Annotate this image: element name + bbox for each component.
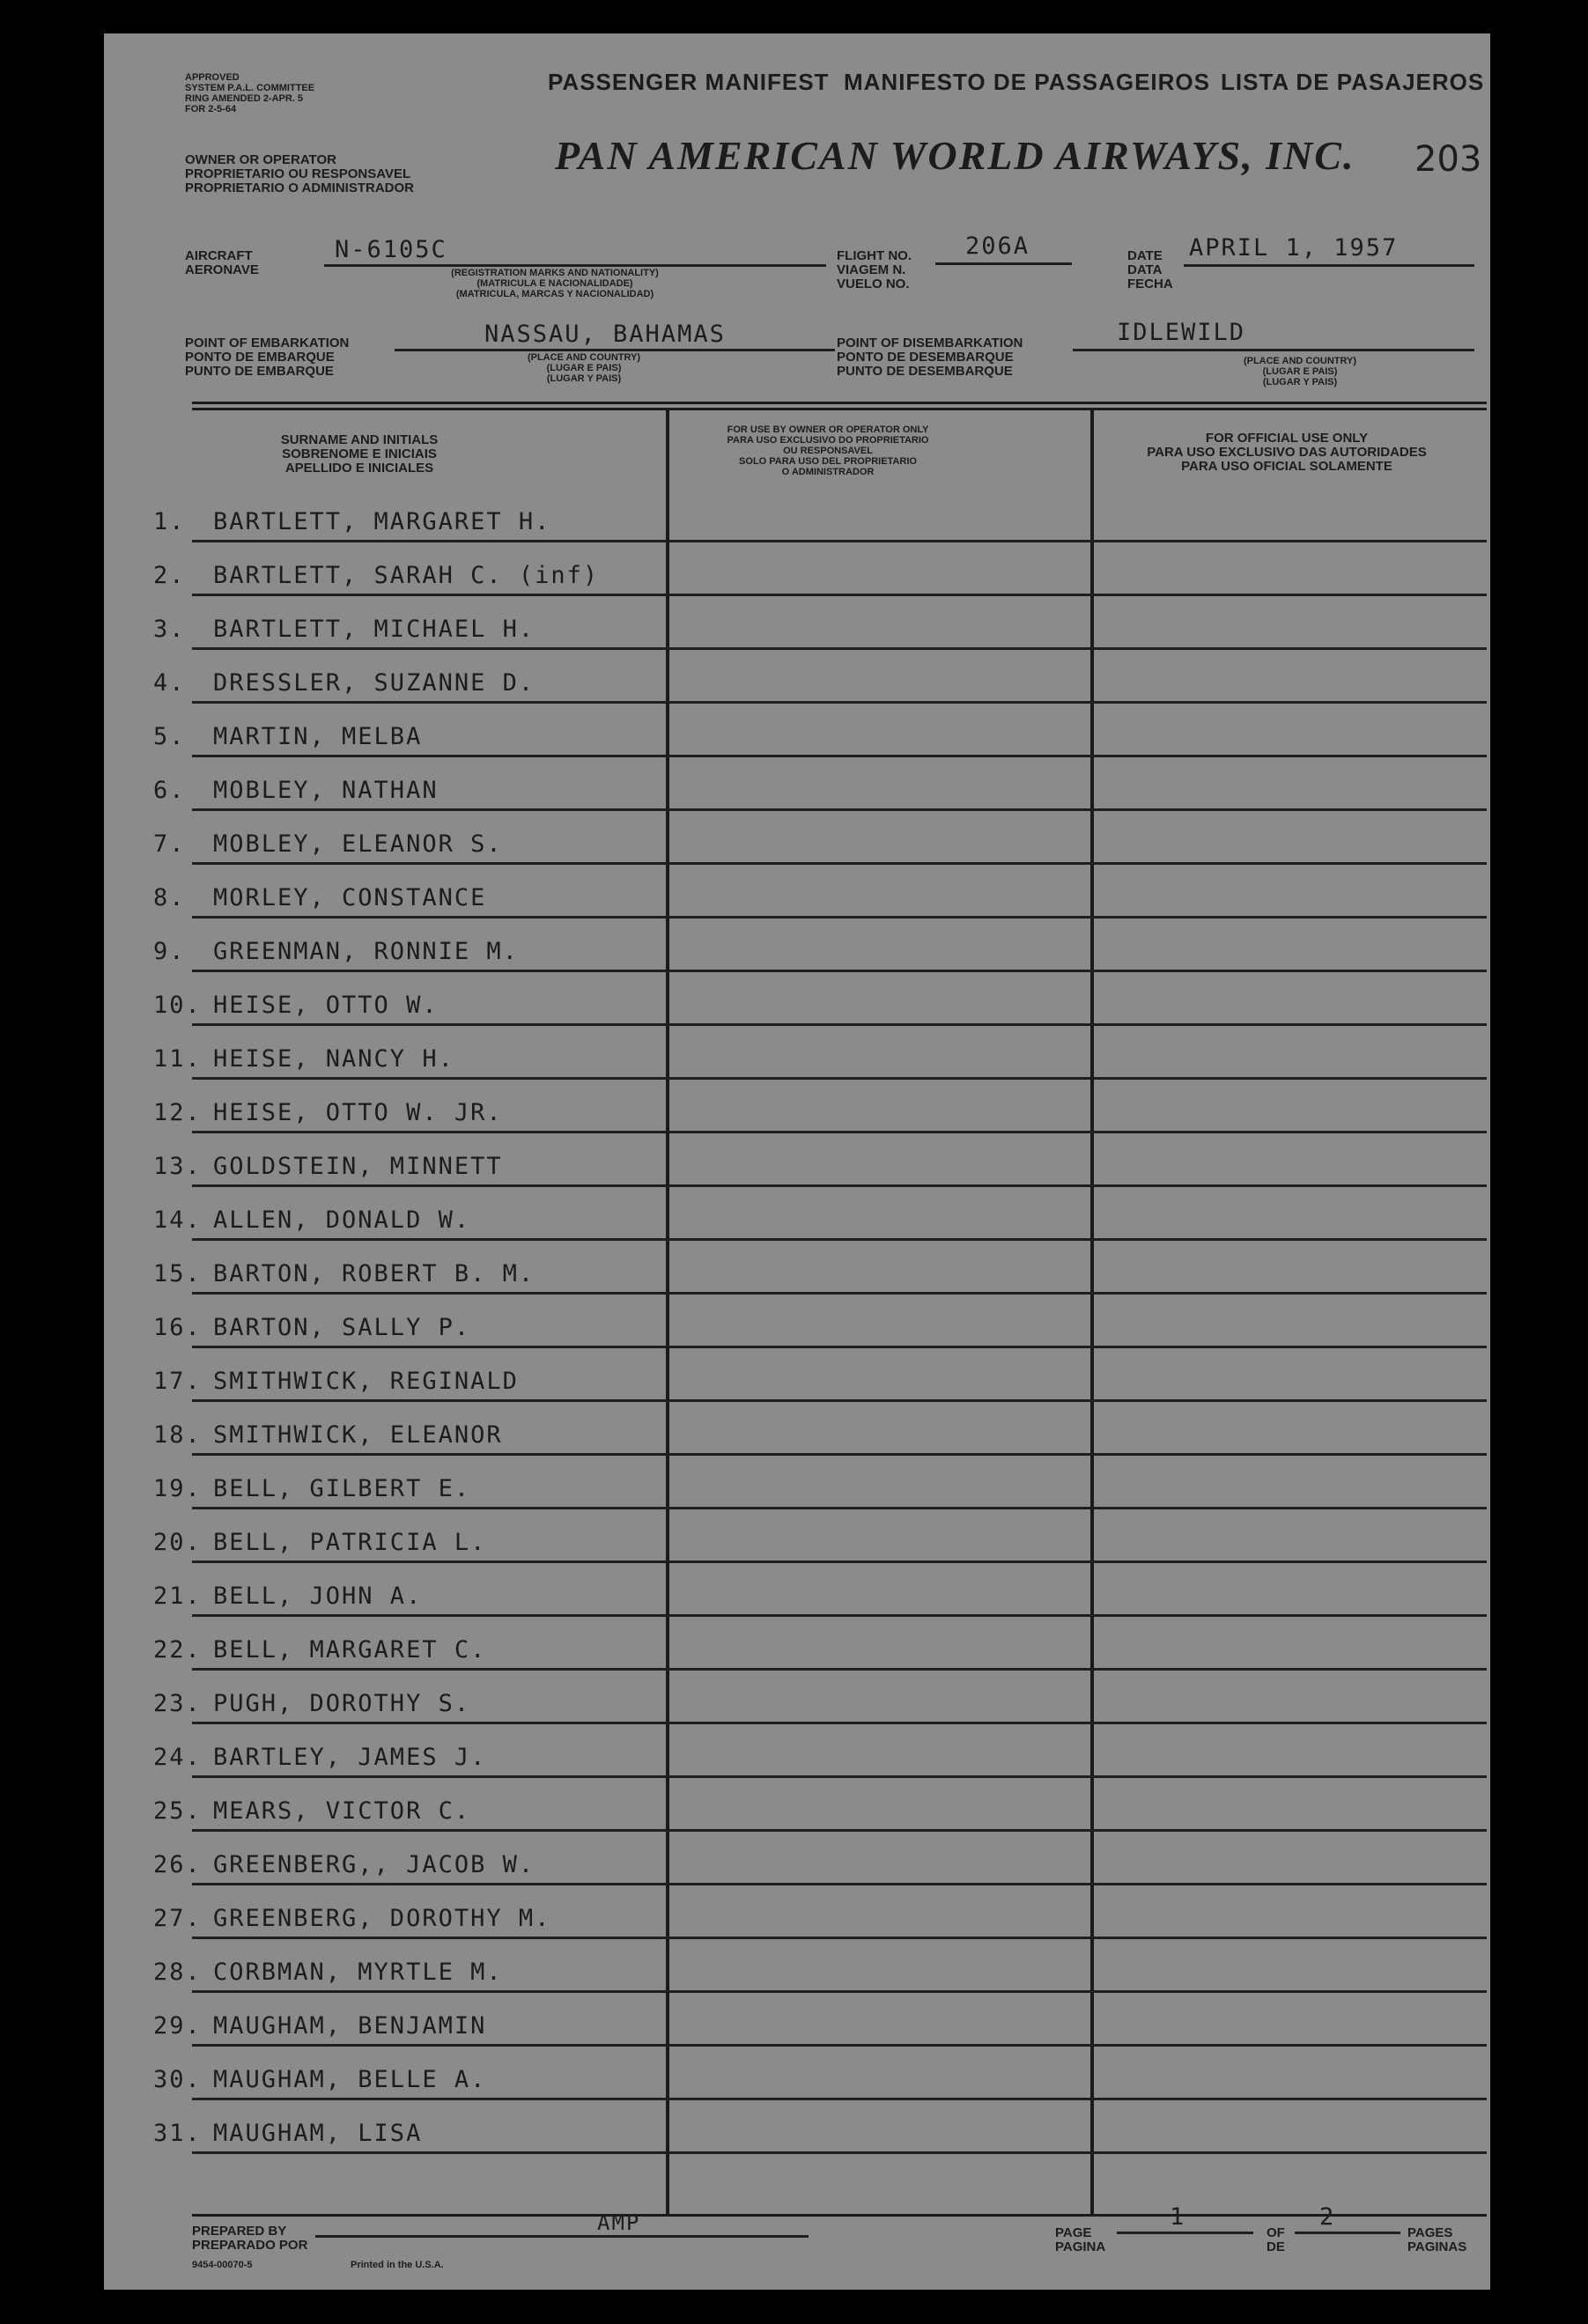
row-rule bbox=[192, 2098, 1487, 2100]
passenger-row bbox=[153, 777, 439, 804]
passenger-row bbox=[153, 1368, 519, 1395]
passenger-number: 12. bbox=[153, 1099, 202, 1126]
row-rule bbox=[192, 1560, 1487, 1563]
passenger-row bbox=[153, 1959, 503, 1986]
passenger-name: SMITHWICK, ELEANOR bbox=[213, 1421, 503, 1449]
passenger-row bbox=[153, 1314, 470, 1341]
passenger-name: BELL, PATRICIA L. bbox=[213, 1529, 487, 1556]
passenger-row bbox=[153, 1045, 454, 1073]
passenger-row bbox=[153, 669, 535, 697]
passenger-row bbox=[153, 723, 422, 750]
row-rule bbox=[192, 594, 1487, 596]
passenger-number: 10. bbox=[153, 992, 202, 1019]
passenger-name: MAUGHAM, BENJAMIN bbox=[213, 2012, 487, 2040]
passenger-number: 2. bbox=[153, 562, 186, 589]
passenger-number: 8. bbox=[153, 884, 186, 911]
row-rule bbox=[192, 1292, 1487, 1295]
owner-label: OWNER OR OPERATOR PROPRIETARIO OU RESPONSAVEL PROPRIETARIO O ADMINISTRADOR bbox=[185, 152, 415, 196]
passenger-number: 9. bbox=[153, 938, 186, 965]
row-rule bbox=[192, 1184, 1487, 1187]
passenger-name: SMITHWICK, REGINALD bbox=[213, 1368, 519, 1395]
row-rule bbox=[192, 1077, 1487, 1080]
passenger-number: 14. bbox=[153, 1206, 202, 1234]
passenger-row bbox=[153, 1583, 422, 1610]
passenger-name: MAUGHAM, LISA bbox=[213, 2120, 423, 2147]
row-rule bbox=[192, 862, 1487, 865]
passenger-row bbox=[153, 938, 519, 965]
passenger-name: BARTLEY, JAMES J. bbox=[213, 1744, 487, 1771]
passenger-name: BARTON, ROBERT B. M. bbox=[213, 1260, 535, 1287]
row-rule bbox=[192, 1453, 1487, 1456]
manifest-sheet bbox=[104, 33, 1490, 2290]
row-rule bbox=[192, 1937, 1487, 1939]
row-rule bbox=[192, 647, 1487, 650]
passenger-row bbox=[153, 1744, 486, 1771]
row-rule bbox=[192, 1023, 1487, 1026]
passenger-row bbox=[153, 508, 550, 535]
passenger-name: BELL, JOHN A. bbox=[213, 1583, 423, 1610]
row-rule bbox=[192, 1346, 1487, 1348]
embark-label: POINT OF EMBARKATION PONTO DE EMBARQUE PUNTO DE EMBARQUE bbox=[185, 336, 350, 379]
passenger-number: 7. bbox=[153, 830, 186, 858]
passenger-row bbox=[153, 2066, 486, 2093]
passenger-number: 17. bbox=[153, 1368, 202, 1395]
row-rule bbox=[192, 1131, 1487, 1133]
passenger-row bbox=[153, 616, 535, 643]
passenger-name: GREENBERG, DOROTHY M. bbox=[213, 1905, 551, 1932]
pages-label: PAGES PAGINAS bbox=[1407, 2225, 1467, 2254]
passenger-name: DRESSLER, SUZANNE D. bbox=[213, 669, 535, 697]
passenger-name: MOBLEY, NATHAN bbox=[213, 777, 439, 804]
passenger-row bbox=[153, 992, 439, 1019]
title-english: PASSENGER MANIFEST bbox=[548, 69, 830, 95]
row-rule bbox=[192, 540, 1487, 542]
passenger-name: BELL, GILBERT E. bbox=[213, 1475, 471, 1502]
aircraft-sub: (REGISTRATION MARKS AND NATIONALITY) (MATRICULA E NACIONALIDADE) (MATRICULA, MARCAS Y NACIONALIDAD) bbox=[451, 268, 659, 299]
total-pages-value: 2 bbox=[1319, 2203, 1336, 2231]
page-value: 1 bbox=[1170, 2203, 1186, 2231]
passenger-name: GREENBERG,, JACOB W. bbox=[213, 1851, 535, 1878]
column-header-official: FOR OFFICIAL USE ONLY PARA USO EXCLUSIVO DAS AUTORIDADES PARA USO OFICIAL SOLAMENTE bbox=[1147, 431, 1427, 474]
aircraft-label: AIRCRAFT AERONAVE bbox=[185, 248, 259, 277]
passenger-number: 11. bbox=[153, 1045, 202, 1073]
passenger-name: HEISE, OTTO W. bbox=[213, 992, 439, 1019]
column-header-names: SURNAME AND INITIALS SOBRENOME E INICIAIS APELLIDO E INICIALES bbox=[280, 432, 439, 476]
passenger-number: 15. bbox=[153, 1260, 202, 1287]
passenger-name: MAUGHAM, BELLE A. bbox=[213, 2066, 487, 2093]
row-rule bbox=[192, 1883, 1487, 1885]
aircraft-value: N-6105C bbox=[335, 236, 447, 263]
passenger-name: MARTIN, MELBA bbox=[213, 723, 423, 750]
passenger-row bbox=[153, 1690, 470, 1717]
passenger-number: 25. bbox=[153, 1797, 202, 1825]
airline-name: PAN AMERICAN WORLD AIRWAYS, INC. bbox=[555, 133, 1355, 178]
flight-value: 206A bbox=[965, 232, 1030, 260]
passenger-row bbox=[153, 1905, 550, 1932]
passenger-number: 18. bbox=[153, 1421, 202, 1449]
row-rule bbox=[192, 755, 1487, 757]
passenger-name: GOLDSTEIN, MINNETT bbox=[213, 1153, 503, 1180]
flight-label: FLIGHT NO. VIAGEM N. VUELO NO. bbox=[837, 248, 912, 291]
passenger-row bbox=[153, 2012, 486, 2040]
column-divider bbox=[1090, 409, 1094, 2214]
passenger-name: CORBMAN, MYRTLE M. bbox=[213, 1959, 503, 1986]
passenger-row bbox=[153, 1636, 486, 1664]
passenger-name: ALLEN, DONALD W. bbox=[213, 1206, 471, 1234]
passenger-number: 4. bbox=[153, 669, 186, 697]
passenger-row bbox=[153, 1421, 503, 1449]
passenger-name: HEISE, OTTO W. JR. bbox=[213, 1099, 503, 1126]
passenger-row bbox=[153, 830, 503, 858]
passenger-row bbox=[153, 1260, 535, 1287]
passenger-row bbox=[153, 1206, 470, 1234]
passenger-name: HEISE, NANCY H. bbox=[213, 1045, 454, 1073]
passenger-row bbox=[153, 1099, 503, 1126]
page-label: PAGE PAGINA bbox=[1055, 2225, 1106, 2254]
passenger-row bbox=[153, 1797, 470, 1825]
passenger-number: 5. bbox=[153, 723, 186, 750]
passenger-name: BARTON, SALLY P. bbox=[213, 1314, 471, 1341]
row-rule bbox=[192, 1668, 1487, 1671]
of-label: OF DE bbox=[1267, 2225, 1285, 2254]
passenger-number: 27. bbox=[153, 1905, 202, 1932]
disembark-sub: (PLACE AND COUNTRY) (LUGAR E PAIS) (LUGAR Y PAIS) bbox=[1243, 356, 1357, 387]
passenger-row bbox=[153, 2120, 422, 2147]
passenger-name: BARTLETT, MICHAEL H. bbox=[213, 616, 535, 643]
passenger-number: 13. bbox=[153, 1153, 202, 1180]
passenger-row bbox=[153, 562, 599, 589]
sheet-number: 203 bbox=[1414, 139, 1482, 180]
row-rule bbox=[192, 1722, 1487, 1724]
disembark-label: POINT OF DISEMBARKATION PONTO DE DESEMBARQUE PUNTO DE DESEMBARQUE bbox=[837, 336, 1023, 379]
passenger-number: 24. bbox=[153, 1744, 202, 1771]
date-value: APRIL 1, 1957 bbox=[1189, 234, 1399, 262]
column-divider bbox=[666, 409, 669, 2214]
row-rule bbox=[192, 970, 1487, 972]
passenger-number: 16. bbox=[153, 1314, 202, 1341]
row-rule bbox=[192, 1775, 1487, 1778]
title-spanish: LISTA DE PASAJEROS bbox=[1221, 69, 1485, 95]
embark-value: NASSAU, BAHAMAS bbox=[484, 321, 726, 348]
passenger-number: 29. bbox=[153, 2012, 202, 2040]
row-rule bbox=[192, 1990, 1487, 1993]
passenger-number: 23. bbox=[153, 1690, 202, 1717]
row-rule bbox=[192, 1399, 1487, 1402]
passenger-number: 26. bbox=[153, 1851, 202, 1878]
passenger-number: 28. bbox=[153, 1959, 202, 1986]
row-rule bbox=[192, 808, 1487, 811]
passenger-name: BARTLETT, SARAH C. (inf) bbox=[213, 562, 600, 589]
date-label: DATE DATA FECHA bbox=[1127, 248, 1173, 291]
column-header-owner: FOR USE BY OWNER OR OPERATOR ONLY PARA USO EXCLUSIVO DO PROPRIETARIO OU RESPONSAVEL SOLO PARA USO DEL PROPRIETARIO O ADMINISTRADOR bbox=[727, 424, 929, 477]
approval-block: APPROVED SYSTEM P.A.L. COMMITTEE RING AMENDED 2-APR. 5 FOR 2-5-64 bbox=[185, 72, 315, 114]
embark-sub: (PLACE AND COUNTRY) (LUGAR E PAIS) (LUGAR Y PAIS) bbox=[527, 352, 641, 384]
passenger-number: 30. bbox=[153, 2066, 202, 2093]
row-rule bbox=[192, 1507, 1487, 1509]
row-rule bbox=[192, 1829, 1487, 1832]
passenger-row bbox=[153, 1475, 470, 1502]
passenger-number: 6. bbox=[153, 777, 186, 804]
passenger-row bbox=[153, 1851, 535, 1878]
passenger-row bbox=[153, 1529, 486, 1556]
prepared-label: PREPARED BY PREPARADO POR bbox=[192, 2224, 308, 2253]
row-rule bbox=[192, 916, 1487, 919]
passenger-name: PUGH, DOROTHY S. bbox=[213, 1690, 471, 1717]
passenger-name: GREENMAN, RONNIE M. bbox=[213, 938, 519, 965]
passenger-number: 20. bbox=[153, 1529, 202, 1556]
passenger-name: BARTLETT, MARGARET H. bbox=[213, 508, 551, 535]
passenger-number: 19. bbox=[153, 1475, 202, 1502]
row-rule bbox=[192, 2151, 1487, 2154]
form-number: 9454-00070-5 bbox=[192, 2260, 253, 2270]
prepared-by-value: AMP bbox=[597, 2210, 641, 2235]
passenger-name: MEARS, VICTOR C. bbox=[213, 1797, 471, 1825]
passenger-row bbox=[153, 1153, 503, 1180]
passenger-name: BELL, MARGARET C. bbox=[213, 1636, 487, 1664]
printed-note: Printed in the U.S.A. bbox=[351, 2260, 444, 2270]
passenger-number: 21. bbox=[153, 1583, 202, 1610]
passenger-number: 3. bbox=[153, 616, 186, 643]
passenger-name: MORLEY, CONSTANCE bbox=[213, 884, 487, 911]
passenger-row bbox=[153, 884, 486, 911]
passenger-number: 1. bbox=[153, 508, 186, 535]
row-rule bbox=[192, 2044, 1487, 2047]
disembark-value: IDLEWILD bbox=[1117, 319, 1246, 346]
row-rule bbox=[192, 1238, 1487, 1241]
title-portuguese: MANIFESTO DE PASSAGEIROS bbox=[844, 69, 1210, 95]
row-rule bbox=[192, 701, 1487, 704]
row-rule bbox=[192, 1614, 1487, 1617]
passenger-number: 22. bbox=[153, 1636, 202, 1664]
passenger-name: MOBLEY, ELEANOR S. bbox=[213, 830, 503, 858]
passenger-number: 31. bbox=[153, 2120, 202, 2147]
